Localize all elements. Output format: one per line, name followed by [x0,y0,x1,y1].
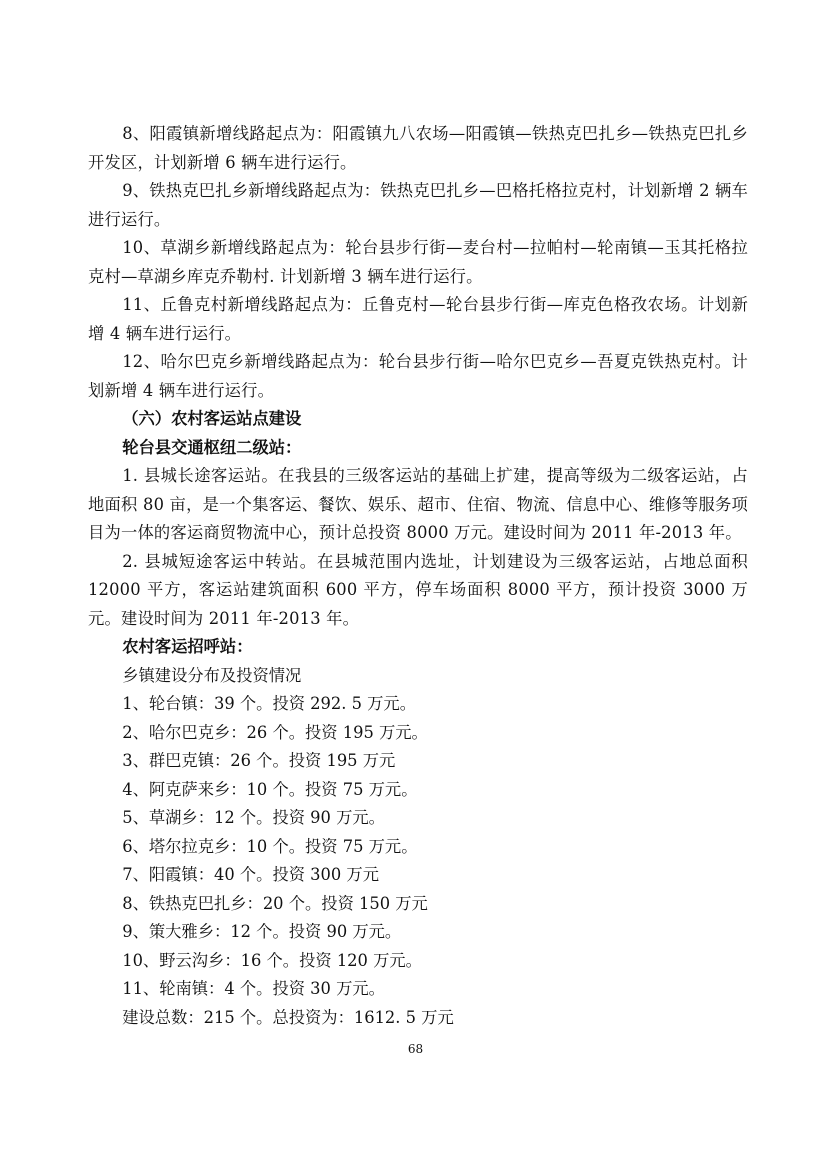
hub-paragraph-2: 2. 县城短途客运中转站。在县城范围内选址，计划建设为三级客运站，占地总面积 12000 平方，客运站建筑面积 600 平方，停车场面积 8000 平方，预计投资 3000 万元。建设时间为 2011 年-2013 年。 [88,551,748,628]
section-heading: （六）农村客运站点建设 [122,409,302,428]
stop-heading: 农村客运招呼站： [122,637,253,656]
list-item: 6、塔尔拉克乡：10 个。投资 75 万元。 [122,836,418,856]
stop-subtitle: 乡镇建设分布及投资情况 [122,665,302,685]
list-item: 10、野云沟乡：16 个。投资 120 万元。 [122,950,422,970]
list-item: 4、阿克萨来乡：10 个。投资 75 万元。 [122,779,418,799]
hub-heading: 轮台县交通枢纽二级站： [122,437,302,457]
hub-paragraph-1: 1. 县城长途客运站。在我县的三级客运站的基础上扩建，提高等级为二级客运站，占地面积 80 亩，是一个集客运、餐饮、娱乐、超市、住宿、物流、信息中心、维修等服务项目为一体的客运商贸物流中心，预计总投资 8000 万元。建设时间为 2011 年-2013 年。 [88,466,748,542]
list-item: 8、铁热克巴扎乡：20 个。投资 150 万元 [122,893,428,913]
list-item: 9、策大雅乡：12 个。投资 90 万元。 [122,922,402,941]
route-paragraph-8: 8、阳霞镇新增线路起点为：阳霞镇九八农场—阳霞镇—铁热克巴扎乡—铁热克巴扎乡开发区，计划新增 6 辆车进行运行。 [88,124,748,172]
route-paragraph-9: 9、铁热克巴扎乡新增线路起点为：铁热克巴扎乡—巴格托格拉克村，计划新增 2 辆车进行运行。 [88,181,748,229]
route-paragraph-11: 11、丘鲁克村新增线路起点为：丘鲁克村—轮台县步行街—库克色格孜农场。计划新增 4 辆车进行运行。 [88,295,748,343]
list-item: 2、哈尔巴克乡：26 个。投资 195 万元。 [122,722,428,742]
total-line: 建设总数：215 个。总投资为：1612. 5 万元 [122,1007,454,1027]
list-item: 11、轮南镇：4 个。投资 30 万元。 [122,979,385,998]
page-number: 68 [407,1042,424,1056]
list-item: 7、阳霞镇：40 个。投资 300 万元 [122,865,379,884]
list-item: 1、轮台镇：39 个。投资 292. 5 万元。 [122,694,416,713]
route-paragraph-10: 10、草湖乡新增线路起点为：轮台县步行街—麦台村—拉帕村—轮南镇—玉其托格拉克村—草湖乡库克乔勒村. 计划新增 3 辆车进行运行。 [88,238,748,286]
document-body [88,120,748,1032]
route-paragraph-12: 12、哈尔巴克乡新增线路起点为：轮台县步行街—哈尔巴克乡—吾夏克铁热克村。计划新增 4 辆车进行运行。 [88,352,748,400]
list-item: 3、群巴克镇：26 个。投资 195 万元 [122,751,396,770]
list-item: 5、草湖乡：12 个。投资 90 万元。 [122,808,385,827]
